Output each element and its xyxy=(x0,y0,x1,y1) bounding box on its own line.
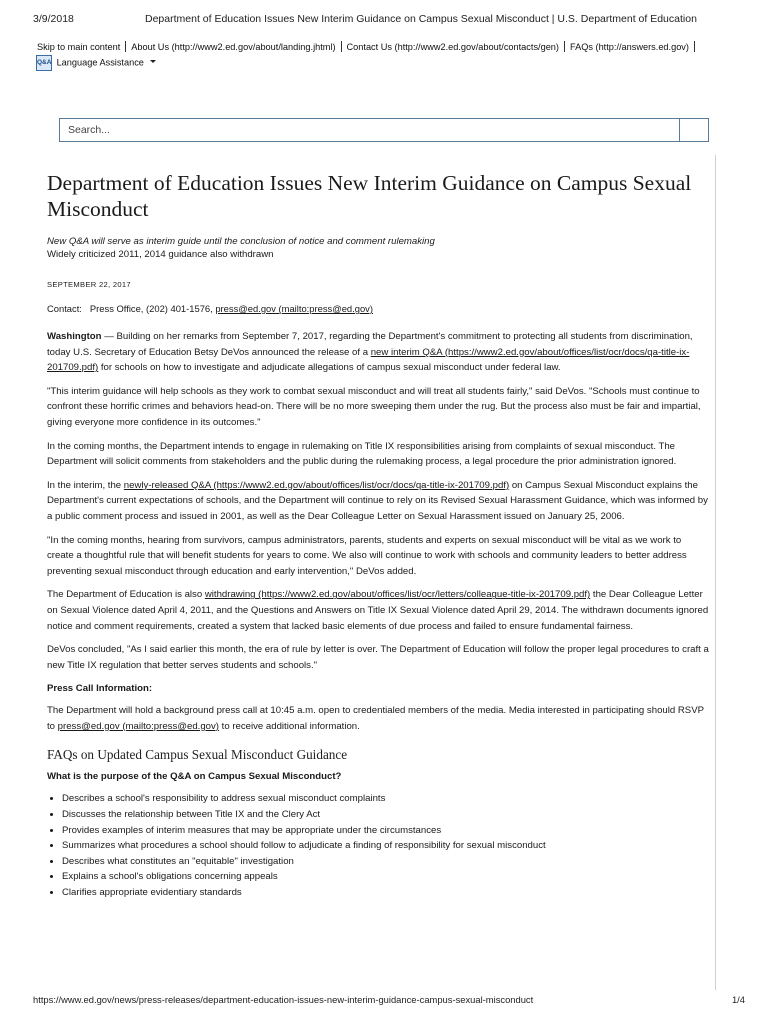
qa-language-icon: Q&A xyxy=(36,55,52,71)
search-bar xyxy=(59,118,709,142)
list-item: • Discusses the relationship between Title IX and the Clery Act xyxy=(62,807,709,823)
article-body xyxy=(47,329,709,901)
skip-to-main-link[interactable]: Skip to main content xyxy=(37,42,121,52)
page-number: 1/4 xyxy=(731,994,745,1005)
newly-released-qa-link[interactable]: newly-released Q&A (https://www2.ed.gov/about/offices/list/ocr/docs/qa-title-ix-201709.pdf) xyxy=(123,479,510,491)
list-item: • Clarifies appropriate evidentiary standards xyxy=(62,885,709,901)
interim-qa-link[interactable]: new interim Q&A (https://www2.ed.gov/about/offices/list/ocr/docs/qa-title-ix-201709.pdf) xyxy=(47,346,690,374)
contact-label: Contact: xyxy=(47,303,82,314)
contact-text: Press Office, (202) 401-1576, xyxy=(89,303,213,314)
subtitle-line-2: Widely criticized 2011, 2014 guidance also withdrawn xyxy=(47,249,274,260)
paragraph: In the coming months, the Department intends to engage in rulemaking on Title IX responsibilities arising from complaints of sexual misconduct. The Department will solicit comments from stakeholders and the public during the rulemaking process, a legal procedure the prior administration ignored. xyxy=(47,440,677,468)
faq-bullet-list xyxy=(47,791,709,900)
faq-heading: FAQs on Updated Campus Sexual Misconduct Guidance xyxy=(47,747,348,763)
withdrawing-link[interactable]: withdrawing (https://www2.ed.gov/about/offices/list/ocr/letters/colleague-title-ix-201709.pdf) xyxy=(204,589,591,601)
paragraph-text: The Department will hold a background press call at 10:45 a.m. open to credentialed members of the media. Media interested in participating should RSVP to xyxy=(47,705,704,732)
contact-us-link[interactable]: Contact Us (http://www2.ed.gov/about/contacts/gen) xyxy=(346,42,559,52)
nav-divider xyxy=(341,41,342,52)
search-button[interactable] xyxy=(679,119,708,141)
print-url: https://www.ed.gov/news/press-releases/department-education-issues-new-interim-guidance-campus-sexual-misconduct xyxy=(33,994,534,1005)
article-subtitle xyxy=(47,235,709,261)
utility-nav xyxy=(37,41,737,52)
nav-divider xyxy=(125,41,126,52)
print-header xyxy=(33,13,745,29)
paragraph-text: on Campus Sexual Misconduct explains the Department's current expectations of schools, and the Department will continue to rely on its Revised Sexual Harassment Guidance, which was informed by a public comment process and issued in 2001, as well as the Dear Colleague Letter on Sexual Harassment issued on January 25, 2006. xyxy=(47,479,708,522)
paragraph xyxy=(47,329,709,376)
nav-divider xyxy=(694,41,695,52)
print-page-title: Department of Education Issues New Interim Guidance on Campus Sexual Misconduct | U.S. Department of Education xyxy=(145,13,697,25)
article xyxy=(47,170,709,901)
paragraph-text: to receive additional information. xyxy=(219,720,360,732)
page-title: Department of Education Issues New Interim Guidance on Campus Sexual Misconduct xyxy=(47,171,692,221)
language-assistance-dropdown[interactable] xyxy=(36,55,156,71)
list-item: • Provides examples of interim measures that may be appropriate under the circumstances xyxy=(62,823,709,839)
paragraph: "This interim guidance will help schools as they work to combat sexual misconduct and will treat all students fairly," said DeVos. "Schools must continue to confront these horrific crimes and behaviors head-on. There will be no more sweeping them under the rug. But the process also must be fair and impartial, giving everyone more confidence in its outcomes." xyxy=(47,385,701,428)
paragraph xyxy=(47,587,709,634)
print-footer xyxy=(33,994,745,1008)
paragraph: "In the coming months, hearing from survivors, campus administrators, parents, students and experts on sexual misconduct will be vital as we work to create a thoughtful rule that will benefit students for years to come. We also will continue to work with schools and community leaders to better address preventing sexual misconduct through education and early intervention," DeVos added. xyxy=(47,534,687,577)
search-input[interactable] xyxy=(60,119,680,141)
list-item: • Summarizes what procedures a school should follow to adjudicate a finding of responsibility for sexual misconduct xyxy=(62,838,709,854)
paragraph xyxy=(47,478,709,525)
dateline: Washington xyxy=(47,331,102,342)
paragraph-text: the Dear Colleague Letter on Sexual Violence dated April 4, 2011, and the Questions and Answers on Title IX Sexual Violence dated April 29, 2014. The withdrawn documents ignored notice and comment requirements, created a system that lacked basic elements of due process and failed to ensure fundamental fairness. xyxy=(47,589,709,632)
faqs-link[interactable]: FAQs (http://answers.ed.gov) xyxy=(569,42,689,52)
rsvp-email-link[interactable]: press@ed.gov (mailto:press@ed.gov) xyxy=(57,720,219,732)
paragraph-text: for schools on how to investigate and adjudicate allegations of campus sexual misconduct under federal law. xyxy=(98,362,561,374)
press-email-link[interactable]: press@ed.gov (mailto:press@ed.gov) xyxy=(215,303,373,314)
press-call-heading: Press Call Information: xyxy=(47,683,153,695)
list-item: • Explains a school's obligations concerning appeals xyxy=(62,869,709,885)
print-date: 3/9/2018 xyxy=(33,13,74,25)
list-item: • Describes a school's responsibility to address sexual misconduct complaints xyxy=(62,791,709,807)
subtitle-line-1: New Q&A will serve as interim guide until the conclusion of notice and comment rulemaking xyxy=(47,236,435,247)
language-assistance-label: Language Assistance xyxy=(56,57,144,68)
contact-line xyxy=(47,303,709,314)
publish-date: SEPTEMBER 22, 2017 xyxy=(47,280,131,289)
paragraph: DeVos concluded, "As I said earlier this month, the era of rule by letter is over. The Department of Education will follow the proper legal procedures to craft a new Title IX regulation that better serves students and schools." xyxy=(47,644,709,671)
paragraph xyxy=(47,703,709,734)
chevron-down-icon xyxy=(150,60,156,63)
nav-divider xyxy=(564,41,565,52)
list-item: • Describes what constitutes an "equitable" investigation xyxy=(62,854,709,870)
paragraph-text: The Department of Education is also xyxy=(47,589,205,601)
paragraph-text: — Building on her remarks from September 7, 2017, regarding the Department's commitment to protecting all students from discrimination, today U.S. Secretary of Education Betsy DeVos announced the release of a xyxy=(47,331,693,358)
paragraph-text: In the interim, the xyxy=(47,479,124,491)
about-us-link[interactable]: About Us (http://www2.ed.gov/about/landing.jhtml) xyxy=(131,42,336,52)
faq-question: What is the purpose of the Q&A on Campus Sexual Misconduct? xyxy=(47,771,342,783)
content-divider xyxy=(715,155,716,990)
